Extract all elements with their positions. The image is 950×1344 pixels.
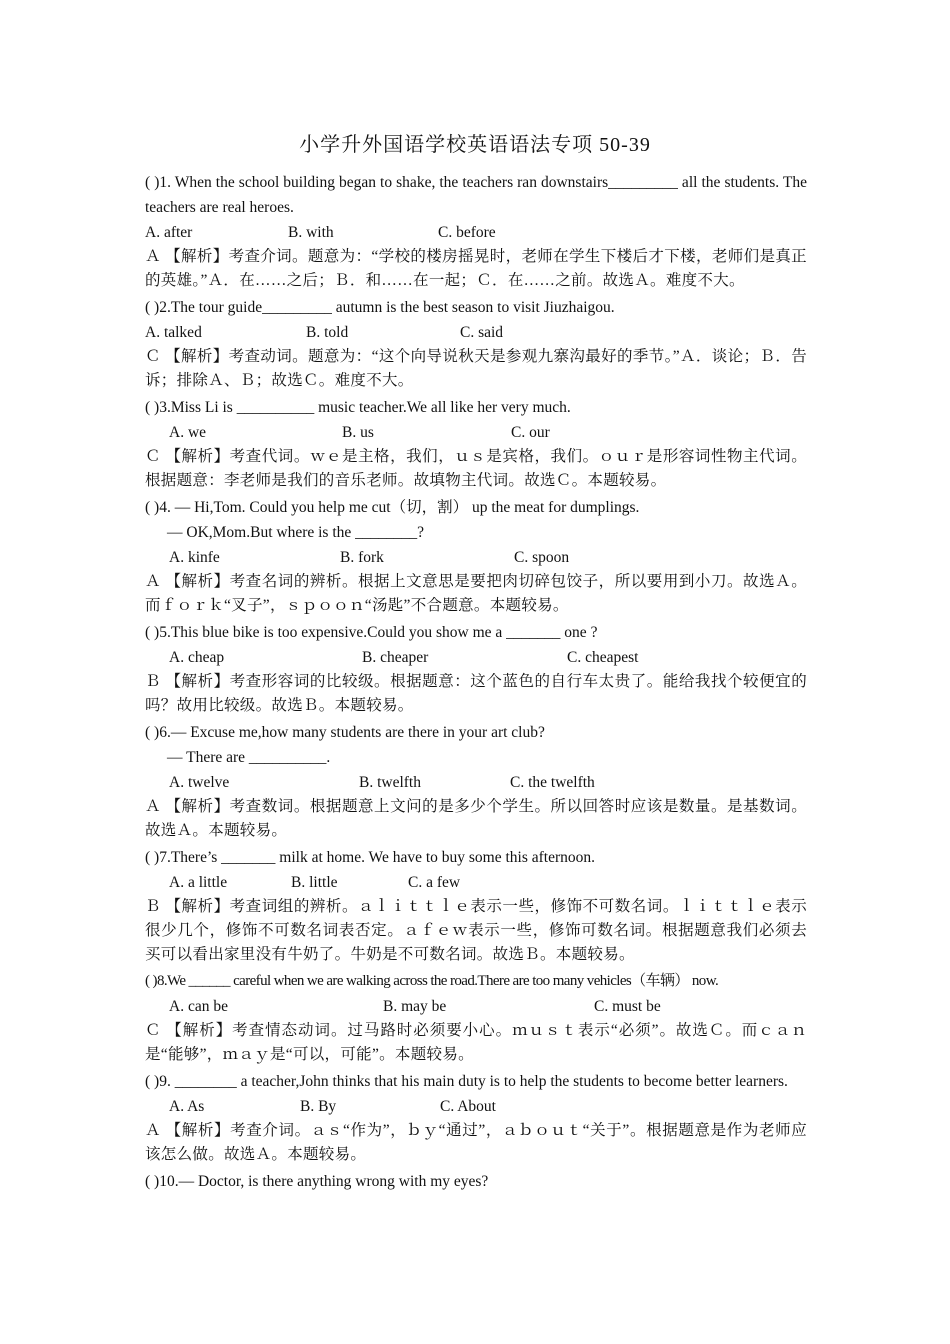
question-item — [145, 495, 807, 618]
option-row — [145, 870, 807, 895]
option: A. talked — [145, 324, 202, 341]
option: B. us — [342, 424, 374, 441]
question-stem: ( )7.There’s _______ milk at home. We have to buy some this afternoon. — [145, 849, 596, 866]
option: B. with — [288, 224, 334, 241]
option: C. the twelfth — [510, 774, 595, 791]
question-stem: ( )9. ________ a teacher,John thinks that his main duty is to help the students to become better learners. — [145, 1073, 788, 1090]
option-row — [145, 770, 807, 795]
option-row — [145, 545, 807, 570]
answer-analysis: Ｃ 【解析】考查代词。ｗｅ是主格，我们，ｕｓ是宾格，我们。ｏｕｒ是形容词性物主代词。根据题意：李老师是我们的音乐老师。故填物主代词。故选Ｃ。本题较易。 — [145, 448, 807, 489]
answer-analysis: Ａ 【解析】考查数词。根据题意上文问的是多少个学生。所以回答时应该是数量。是基数词。故选Ａ。本题较易。 — [145, 798, 807, 839]
question-stem: ( )10.— Doctor, is there anything wrong with my eyes? — [145, 1173, 489, 1190]
question-stem: ( )6.— Excuse me,how many students are there in your art club? — [145, 724, 545, 741]
answer-analysis: Ｃ 【解析】考查情态动词。过马路时必须要小心。ｍｕｓｔ表示“必须”。故选Ｃ。而ｃａｎ是“能够”，ｍａｙ是“可以，可能”。本题较易。 — [145, 1022, 807, 1063]
answer-analysis: Ｂ 【解析】考查形容词的比较级。根据题意：这个蓝色的自行车太贵了。能给我找个较便宜的吗？故用比较级。故选Ｂ。本题较易。 — [145, 673, 807, 714]
question-item — [145, 395, 807, 493]
option-row — [145, 220, 807, 245]
option-row — [145, 645, 807, 670]
question-item — [145, 845, 807, 967]
option: A. cheap — [169, 649, 225, 666]
answer-analysis: Ｃ 【解析】考查动词。题意为：“这个向导说秋天是参观九寨沟最好的季节。”Ａ．谈论；Ｂ．告诉；排除Ａ、Ｂ；故选Ｃ。难度不大。 — [145, 348, 807, 389]
question-stem-continued: — There are __________. — [167, 749, 331, 766]
option: C. cheapest — [567, 649, 639, 666]
option: B. By — [300, 1098, 337, 1115]
question-item — [145, 1169, 807, 1194]
question-item — [145, 620, 807, 718]
option: B. little — [291, 874, 338, 891]
question-item — [145, 170, 807, 293]
option: A. twelve — [169, 774, 230, 791]
option: A. can be — [169, 998, 228, 1015]
question-item — [145, 295, 807, 393]
answer-analysis: Ｂ 【解析】考查词组的辨析。ａｌｉｔｔｌｅ表示一些，修饰不可数名词。ｌｉｔｔｌｅ表示很少几个，修饰不可数名词表否定。ａｆｅｗ表示一些，修饰可数名词。根据题意我们必须去买可以看出家里没有牛奶了。牛奶是不可数名词。故选Ｂ。本题较易。 — [145, 898, 807, 963]
option: A. a little — [169, 874, 228, 891]
option-row — [145, 1094, 807, 1119]
question-stem: ( )8.We ______ careful when we are walking across the road.There are too many vehicles（车辆） now. — [145, 973, 719, 989]
question-stem: ( )5.This blue bike is too expensive.Could you show me a _______ one ? — [145, 624, 598, 641]
question-stem: ( )2.The tour guide_________ autumn is the best season to visit Jiuzhaigou. — [145, 299, 615, 316]
question-list — [145, 170, 807, 1194]
option: A. we — [169, 424, 207, 441]
option-row — [145, 420, 807, 445]
option: B. twelfth — [359, 774, 421, 791]
option: C. must be — [594, 998, 661, 1015]
option-row — [145, 994, 807, 1019]
option: C. spoon — [514, 549, 570, 566]
question-item — [145, 1069, 807, 1167]
question-stem: ( )3.Miss Li is __________ music teacher.We all like her very much. — [145, 399, 571, 416]
answer-analysis: Ａ 【解析】考查介词。ａｓ“作为”，ｂｙ“通过”，ａｂｏｕｔ“关于”。根据题意是作为老师应该怎么做。故选Ａ。本题较易。 — [145, 1122, 807, 1163]
option: A. kinfe — [169, 549, 220, 566]
option: A. As — [169, 1098, 205, 1115]
option: A. after — [145, 224, 193, 241]
answer-analysis: Ａ 【解析】考查介词。题意为：“学校的楼房摇晃时，老师在学生下楼后才下楼，老师们是真正的英雄。”Ａ．在……之后；Ｂ．和……在一起；Ｃ．在……之前。故选Ａ。难度不大。 — [145, 248, 807, 289]
option: C. said — [460, 324, 504, 341]
option: B. told — [306, 324, 349, 341]
question-stem-continued: — OK,Mom.But where is the ________? — [167, 524, 425, 541]
question-item — [145, 969, 807, 1067]
option: C. About — [440, 1098, 496, 1115]
option-row — [145, 320, 807, 345]
option: C. our — [511, 424, 550, 441]
answer-analysis: Ａ 【解析】考查名词的辨析。根据上文意思是要把肉切碎包饺子，所以要用到小刀。故选Ａ。而ｆｏｒｋ“叉子”，ｓｐｏｏｎ“汤匙”不合题意。本题较易。 — [145, 573, 807, 614]
question-stem: ( )1. When the school building began to shake, the teachers ran downstairs_________ all the students. The teachers are real heroes. — [145, 174, 807, 216]
page-title: 小学升外国语学校英语语法专项 50-39 — [299, 134, 651, 156]
question-stem: ( )4. — Hi,Tom. Could you help me cut（切，割） up the meat for dumplings. — [145, 499, 640, 516]
option: C. before — [438, 224, 496, 241]
option: C. a few — [408, 874, 461, 891]
option: B. fork — [340, 549, 384, 566]
option: B. cheaper — [362, 649, 429, 666]
option: B. may be — [383, 998, 447, 1015]
question-item — [145, 720, 807, 843]
